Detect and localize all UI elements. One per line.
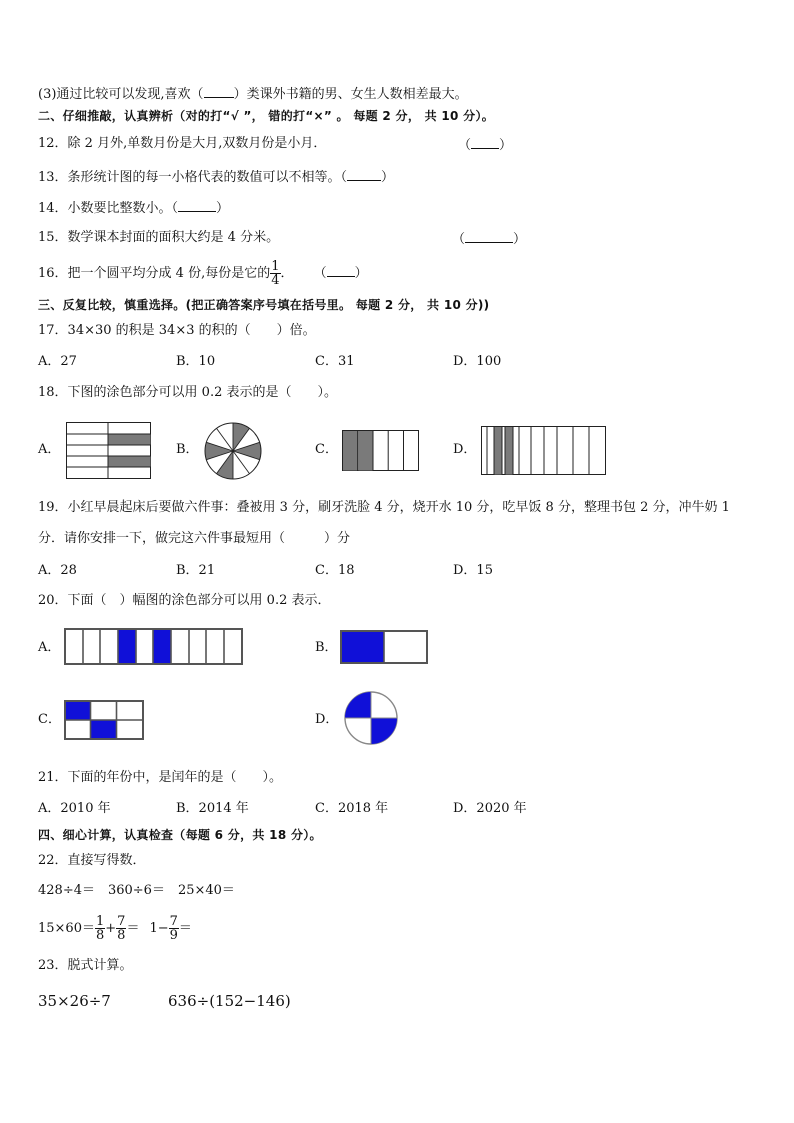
question-20: 20．下面（ ）幅图的涂色部分可以用 0.2 表示． [38, 593, 331, 608]
q20-figure-b [340, 630, 428, 664]
section-3-title: 三、反复比较，慎重选择。(把正确答案序号填在括号里。 每题 2 分， 共 10 分)) [38, 298, 490, 312]
q18-label-b[interactable]: B． [176, 442, 199, 457]
q18-label-d[interactable]: D． [453, 442, 477, 457]
q20-label-b[interactable]: B． [315, 640, 338, 655]
fraction-one-quarter: $\frac{1}{4}$ [271, 259, 280, 288]
answer-blank[interactable] [327, 264, 355, 277]
q20-label-a[interactable]: A． [38, 640, 61, 655]
question-12: 12．除 2 月外,单数月份是大月,双数月份是小月． [38, 136, 327, 151]
option-c[interactable]: C．2018 年 [315, 801, 389, 816]
question-16: 16．把一个圆平均分成 4 份,每份是它的 $\frac{1}{4}$ ． （ ） [38, 259, 368, 288]
option-a[interactable]: A．27 [38, 354, 77, 369]
question-18: 18．下图的涂色部分可以用 0.2 表示的是（ ）。 [38, 385, 337, 400]
q18-figure-b [203, 421, 263, 481]
option-a[interactable]: A．2010 年 [38, 801, 111, 816]
question-12-answer[interactable]: （ ） [458, 138, 513, 153]
q22-row-1: 428÷4＝ 360÷6＝ 25×40＝ [38, 883, 235, 898]
question-19-line1: 19．小红早晨起床后要做六件事：叠被用 3 分，刷牙洗脸 4 分，烧开水 10 分，吃早饭 8 分，整理书包 2 分，冲牛奶 1 [38, 500, 730, 515]
q20-label-d[interactable]: D． [315, 712, 339, 727]
section-4-title: 四、细心计算，认真检查（每题 6 分，共 18 分）。 [38, 828, 322, 842]
section-2-title: 二、仔细推敲，认真辨析（对的打“√ ”， 错的打“×” 。 每题 2 分， 共 10 分）。 [38, 109, 495, 123]
question-15: 15．数学课本封面的面积大约是 4 分米。 [38, 230, 280, 245]
question-17: 17．34×30 的积是 34×3 的积的（ ）倍。 [38, 323, 316, 338]
option-a[interactable]: A．28 [38, 563, 77, 578]
option-c[interactable]: C．18 [315, 563, 355, 578]
q20-figure-c [64, 700, 144, 740]
answer-blank[interactable] [347, 168, 381, 181]
q18-figure-a [66, 422, 152, 480]
option-d[interactable]: D．100 [453, 354, 502, 369]
q23-expression-1: 35×26÷7 [38, 992, 111, 1010]
q18-label-a[interactable]: A． [38, 442, 61, 457]
option-b[interactable]: B．10 [176, 354, 216, 369]
question-21: 21．下面的年份中，是闰年的是（ ）。 [38, 770, 283, 785]
q18-figure-c [342, 430, 420, 472]
q20-label-c[interactable]: C． [38, 712, 61, 727]
q23-expression-2: 636÷(152−146) [168, 992, 291, 1010]
q18-label-c[interactable]: C． [315, 442, 338, 457]
question-15-answer[interactable]: （ ） [452, 232, 527, 247]
option-d[interactable]: D．15 [453, 563, 493, 578]
option-d[interactable]: D．2020 年 [453, 801, 527, 816]
option-c[interactable]: C．31 [315, 354, 355, 369]
q18-figure-d [481, 426, 607, 476]
question-19-line2: 分．请你安排一下，做完这六件事最短用（ ）分 [38, 531, 351, 546]
question-13: 13．条形统计图的每一小格代表的数值可以不相等。（ ） [38, 170, 395, 185]
question-23: 23．脱式计算。 [38, 958, 133, 973]
question-11-3: (3)通过比较可以发现,喜欢（ ）类课外书籍的男、女生人数相差最大。 [38, 87, 468, 102]
q20-figure-a [64, 628, 244, 666]
q20-figure-d [343, 690, 399, 746]
option-b[interactable]: B．21 [176, 563, 216, 578]
q22-row-2: 15×60＝ $\frac{1}{8}$ + $\frac{7}{8}$ ＝ 1− $\frac{7}{9}$ ＝ [38, 914, 192, 943]
option-b[interactable]: B．2014 年 [176, 801, 249, 816]
question-22: 22．直接写得数． [38, 853, 146, 868]
answer-blank[interactable] [204, 85, 234, 98]
question-14: 14．小数要比整数小。（ ） [38, 201, 230, 216]
answer-blank[interactable] [178, 199, 216, 212]
